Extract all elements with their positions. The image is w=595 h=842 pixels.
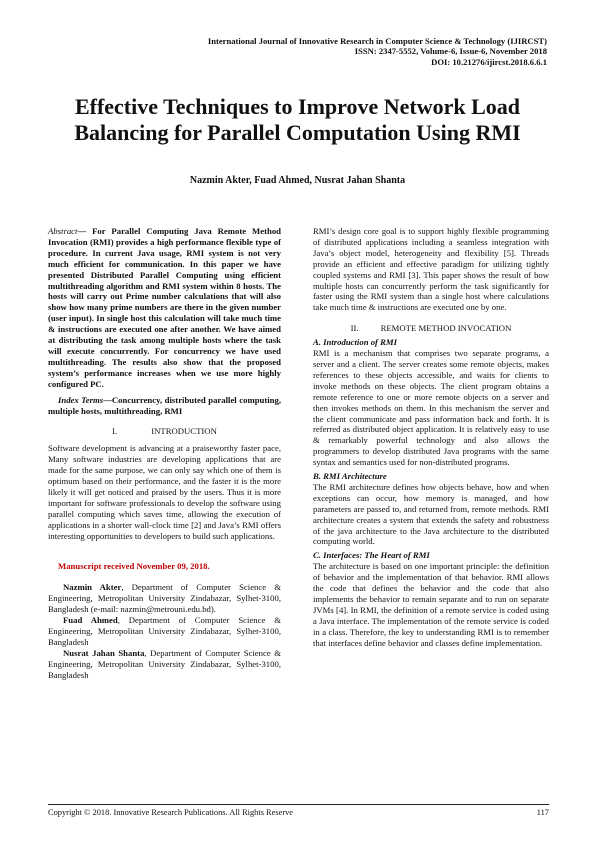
- abstract-dash: —: [77, 226, 93, 236]
- paper-title: Effective Techniques to Improve Network Load Balancing for Parallel Computation Using RMI: [74, 94, 521, 145]
- right-intro-paragraph: RMI’s design core goal is to support highly flexible programming of distributed applications including a seamless integration with Java’s object model, heterogeneity and flexibility [5]. Threads provide an efficient and effective paradigm for utilizing tightly coupled systems and RMI [3]. This paper shows the result of how multiple hosts can concurrently perform the task significantly for faster using the RMI system than a single host where calculations take much time & instructions are executed one by one.: [313, 226, 549, 313]
- intro-heading-text: INTRODUCTION: [151, 426, 217, 437]
- section-2-title: REMOTE METHOD INVOCATION: [380, 323, 512, 334]
- affiliation-name: Nusrat Jahan Shanta: [63, 647, 145, 658]
- abstract-text: For Parallel Computing Java Remote Method Invocation (RMI) provides a high performance flexible type of procedure. In current Java usage, RMI system is not very much efficient for communication. In this paper we have presented Distributed Parallel Computing using efficient multithreading algorithm and RMI system within 8 hosts. The hosts will carry out Prime number calculations that will also show how many prime numbers are there in the given number (user input). In single host this calculation will take much time & instructions are executed one after another. We have aimed at distributing the task among multiple hosts where the task will execute concurrently. For concurrency we have used multithreading. The results also show that the proposed system’s performance increases when we use more highly configured PC.: [48, 226, 281, 389]
- subsection-b-paragraph: The RMI architecture defines how objects behave, how and when exceptions can occur, how memory is managed, and how parameters are passed to, and returned from, remote methods. RMI architecture creates a system that extends the safety and robustness of the java architecture to the Java architecture to the distributed computing world.: [313, 481, 549, 547]
- affiliation-3: [48, 648, 281, 681]
- journal-name: International Journal of Innovative Research in Computer Science & Technology (IJIRCST): [207, 36, 547, 46]
- journal-doi: DOI: 10.21276/ijircst.2018.6.6.1: [431, 56, 547, 67]
- section-2-num: II.: [350, 323, 359, 334]
- index-terms-text: Concurrency, distributed parallel computing, multiple hosts, multithreading, RMI: [48, 394, 282, 416]
- intro-heading: [48, 426, 281, 437]
- affiliation-text: , Department of Computer Science & Engineering, Metropolitan University Zindabazar, Sylhet-3100, Bangladesh (e-mail: nazmin@metrouni.edu.bd).: [48, 582, 282, 615]
- index-terms: [48, 395, 281, 417]
- footer-divider: [48, 804, 549, 805]
- affiliation-name: Fuad Ahmed: [63, 615, 118, 626]
- abstract: [48, 226, 281, 390]
- affiliation-1: [48, 582, 281, 615]
- affiliation-text: , Department of Computer Science & Engineering, Metropolitan University Zindabazar, Sylhet-3100, Bangladesh: [48, 615, 281, 647]
- index-terms-label: Index Terms: [58, 394, 104, 405]
- journal-issn: ISSN: 2347-5552, Volume-6, Issue-6, November 2018: [354, 46, 547, 57]
- intro-heading-num: I.: [112, 426, 118, 437]
- right-column: [313, 226, 549, 649]
- section-2-heading: [313, 323, 549, 334]
- affiliation-name: Nazmin Akter: [63, 582, 122, 593]
- index-terms-dash: —: [103, 394, 112, 405]
- manuscript-received: Manuscript received November 09, 2018.: [58, 561, 210, 572]
- affiliation-2: [48, 615, 281, 648]
- paper-authors: Nazmin Akter, Fuad Ahmed, Nusrat Jahan Shanta: [189, 175, 406, 186]
- subsection-a-paragraph: RMI is a mechanism that comprises two separate programs, a server and a client. The server creates some remote objects, makes references to these objects accessible, and waits for clients to invoke methods on these objects. The client program obtains a remote reference to one or more remote objects on a server and then invokes methods on them. In this mechanism the server and the client communicate and pass information back and forth. It is referred as distributed object application. It is relatively easy to use & remarkably powerful technology and also allows the programmers to develop distributed Java programs with the same syntax and semantics used for non-distributed programs.: [313, 348, 549, 468]
- affiliation-text: , Department of Computer Science & Engineering, Metropolitan University Zindabazar, Sylhet-3100, Bangladesh: [48, 647, 281, 680]
- journal-header: [208, 36, 547, 67]
- subsection-b-heading: B. RMI Architecture: [313, 471, 387, 482]
- intro-paragraph: Software development is advancing at a praiseworthy faster pace, Many software industries are developing applications that are made for the same purpose, we can only say which one of them is optimum based on their performance, and the faster it is the more likely it will get noticed and praised by the users. Thus it is more important for software professionals to develop the software using parallel computing which saves time, allowing the execution of applications in a shorter wall-clock time [2] and Java’s RMI offers interesting opportunities to developers to build such applications.: [48, 443, 281, 541]
- subsection-c-heading: C. Interfaces: The Heart of RMI: [313, 550, 430, 561]
- footer-copyright: Copyright © 2018. Innovative Research Publications. All Rights Reserve: [48, 808, 294, 817]
- abstract-label: Abstract: [48, 226, 78, 236]
- subsection-c-paragraph: The architecture is based on one important principle: the definition of behavior and the implementation of that behavior. RMI allows the code that defines the behavior and the code that also implements the behavior to remain separate and to run on separate JVMs [4]. In RMI, the definition of a remote service is coded using a Java interface. The implementation of the remote service is coded in a class. Therefore, the key to understanding RMI is to remember that interfaces define behavior and classes define implementation.: [313, 561, 549, 648]
- left-column: [48, 226, 281, 681]
- subsection-a-heading: A. Introduction of RMI: [313, 337, 398, 348]
- footer-page-number: 117: [536, 808, 549, 817]
